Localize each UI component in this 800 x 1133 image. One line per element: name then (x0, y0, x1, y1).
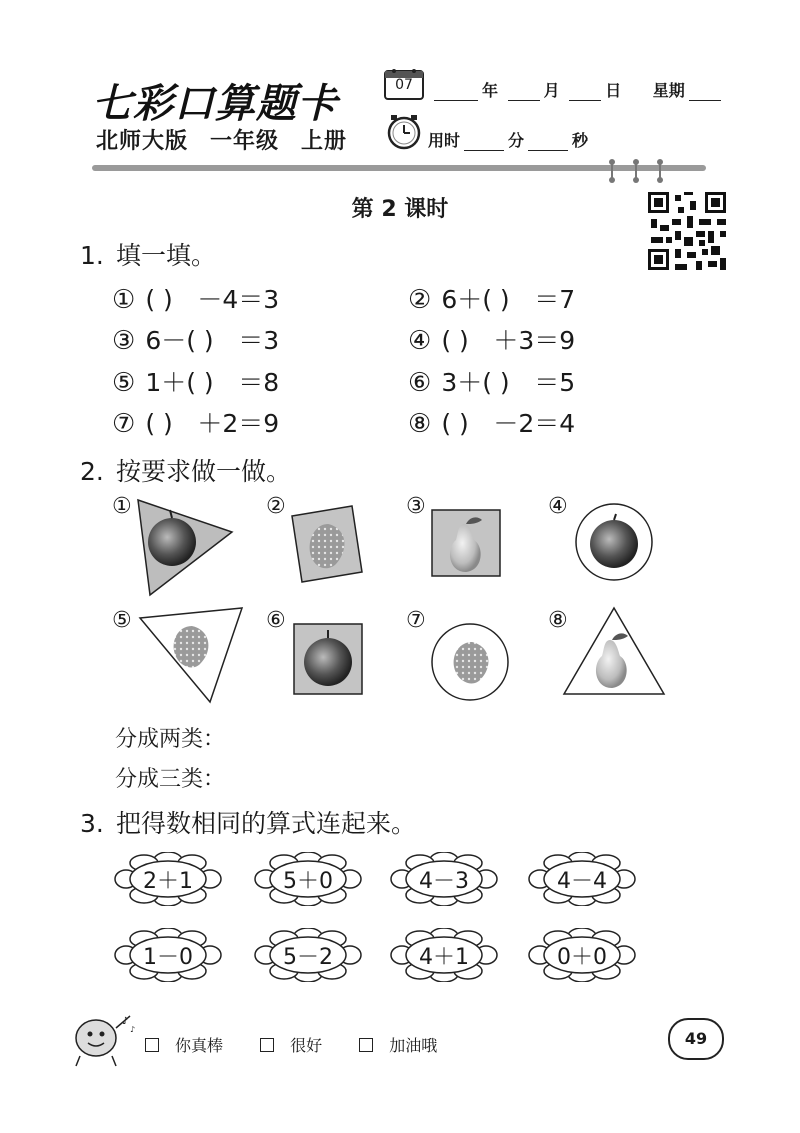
answer-blank[interactable]: ( ) (186, 326, 214, 355)
square-apple-shape (294, 624, 362, 694)
mascot-icon (70, 1008, 140, 1074)
time-row: 用时 分 秒 (428, 131, 589, 150)
circle-apple-shape (576, 504, 652, 580)
q1-item-3: ③ 6－( ) ＝3 (112, 326, 280, 356)
answer-blank[interactable]: ( ) (441, 326, 469, 355)
answer-blank[interactable]: ( ) (145, 285, 173, 314)
circle-strawberry-shape (432, 624, 508, 700)
answer-blank[interactable]: ( ) (186, 368, 214, 397)
checkbox-icon (260, 1038, 274, 1052)
flower-expression[interactable]: 2＋1 (114, 852, 222, 906)
flower-expression[interactable]: 4－3 (390, 852, 498, 906)
q1-item-6: ⑥ 3＋( ) ＝5 (408, 368, 576, 398)
date-row: 年 月 日 星期 (430, 78, 725, 101)
checkbox-icon (145, 1038, 159, 1052)
page-number: 49 (668, 1018, 724, 1060)
ring-binder-icon (604, 156, 668, 190)
triangle-pear-shape (564, 608, 664, 694)
rating-good[interactable]: 很好 (260, 1036, 338, 1055)
square-pear-shape (432, 510, 500, 576)
q1-item-2: ② 6＋( ) ＝7 (408, 285, 576, 315)
triangle-apple-shape (138, 500, 232, 595)
shape-mark-1: ① (112, 494, 132, 519)
q1-item-5: ⑤ 1＋( ) ＝8 (112, 368, 280, 398)
answer-blank[interactable]: ( ) (482, 285, 510, 314)
shape-mark-6: ⑥ (266, 608, 286, 633)
three-groups-label: 分成三类： (115, 767, 226, 792)
flower-expression[interactable]: 5＋0 (254, 852, 362, 906)
answer-blank[interactable]: ( ) (145, 409, 173, 438)
flower-expression[interactable]: 1－0 (114, 928, 222, 982)
q2-title: 2. 按要求做一做。 (80, 457, 292, 486)
answer-blank[interactable]: ( ) (482, 368, 510, 397)
flower-expression[interactable]: 4－4 (528, 852, 636, 906)
shape-mark-3: ③ (406, 494, 426, 519)
svg-text:♪: ♪ (122, 1016, 129, 1027)
shape-mark-5: ⑤ (112, 608, 132, 633)
shape-mark-7: ⑦ (406, 608, 426, 633)
q1-item-1: ① ( ) －4＝3 (112, 285, 280, 315)
q1-item-7: ⑦ ( ) ＋2＝9 (112, 409, 280, 439)
rating-great[interactable]: 你真棒 (145, 1036, 239, 1055)
shape-mark-2: ② (266, 494, 286, 519)
q1-item-4: ④ ( ) ＋3＝9 (408, 326, 576, 356)
flower-expression[interactable]: 4＋1 (390, 928, 498, 982)
qr-code-icon[interactable] (648, 192, 726, 274)
flower-expression[interactable]: 5－2 (254, 928, 362, 982)
shapes-figure (100, 490, 700, 710)
logo-title: 七彩口算题卡 (92, 80, 338, 127)
square-strawberry-shape (292, 506, 362, 582)
shape-mark-8: ⑧ (548, 608, 568, 633)
flower-expression[interactable]: 0＋0 (528, 928, 636, 982)
lesson-title: 第 2 课时 (351, 197, 449, 222)
answer-blank[interactable]: ( ) (441, 409, 469, 438)
self-rating (145, 1033, 469, 1056)
checkbox-icon (359, 1038, 373, 1052)
calendar-icon (384, 68, 424, 100)
edition-line: 北师大版 一年级 上册 (96, 129, 348, 154)
calendar-day: 07 (395, 77, 413, 93)
rating-keep-going[interactable]: 加油哦 (359, 1036, 453, 1055)
q3-title: 3. 把得数相同的算式连起来。 (80, 809, 417, 838)
triangle-strawberry-shape (140, 608, 242, 702)
two-groups-label: 分成两类： (115, 727, 226, 752)
q1-title: 1. 填一填。 (80, 241, 217, 270)
svg-text:♪: ♪ (130, 1025, 136, 1034)
q1-item-8: ⑧ ( ) －2＝4 (408, 409, 576, 439)
shape-mark-4: ④ (548, 494, 568, 519)
clock-icon (386, 114, 422, 154)
